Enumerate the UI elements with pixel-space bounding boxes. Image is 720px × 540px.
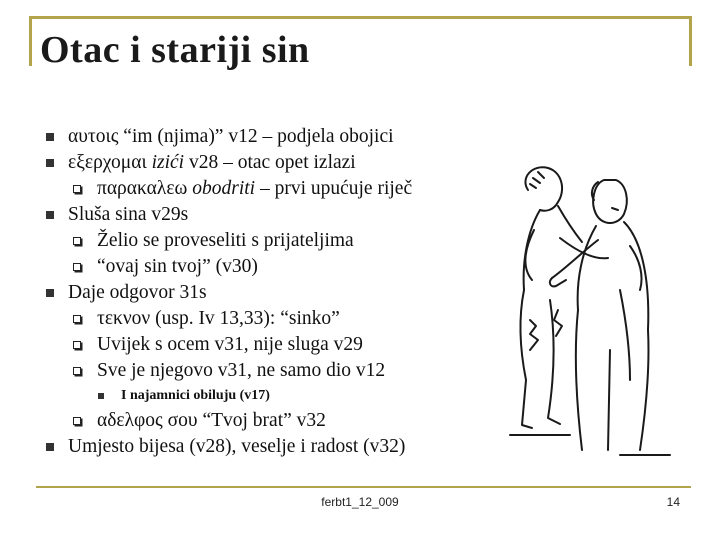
bullet-marker-square: [46, 289, 54, 297]
bullet-marker-square: [46, 159, 54, 167]
bullet-marker-hollow-square: [73, 315, 81, 323]
bullet-text-part: αυτοις “im (njima)” v12 – podjela obojici: [68, 126, 394, 147]
bullet-text-level-1: [68, 435, 405, 459]
bullet-text-part: αδελφος σου “Tvoj brat” v32: [97, 410, 326, 431]
bullet-marker-hollow-square: [73, 263, 81, 271]
bullet-marker-hollow-square: [73, 185, 81, 193]
bullet-text-level-3: [121, 387, 270, 405]
frame-bottom-line: [36, 486, 691, 488]
bullet-text-part: Želio se proveseliti s prijateljima: [97, 230, 354, 251]
bullet-text-part: Daje odgovor 31s: [68, 282, 207, 303]
bullet-text-part: Uvijek s ocem v31, nije sluga v29: [97, 334, 363, 355]
italic-term: obodriti: [192, 178, 256, 199]
bullet-text-level-1: [68, 151, 356, 175]
bullet-marker-hollow-square: [73, 237, 81, 245]
bullet-marker-hollow-square: [73, 367, 81, 375]
bullet-text-part: εξερχομαι: [68, 152, 152, 173]
bullet-text-part: Sve je njegovo v31, ne samo dio v12: [97, 360, 386, 381]
bullet-marker-hollow-square: [73, 341, 81, 349]
bullet-text-part: παρακαλεω: [97, 178, 193, 199]
bullet-text-level-2: [97, 177, 412, 201]
bullet-text-level-2: [97, 333, 363, 357]
bullet-marker-square: [46, 443, 54, 451]
bullet-text-part: Umjesto bijesa (v28), veselje i radost (v32): [68, 436, 406, 457]
father-embracing-son-illustration: [470, 150, 710, 470]
footer-slide-id: ferbt1_12_009: [321, 495, 399, 509]
italic-term: izići: [151, 152, 185, 173]
bullet-text-part: I najamnici obiluju (v17): [121, 388, 270, 403]
page-number: 14: [666, 495, 680, 509]
bullet-text-level-2: [97, 229, 354, 253]
frame-left-line: [29, 16, 32, 66]
bullet-text-level-1: [68, 281, 207, 305]
bullet-text-level-2: [97, 255, 258, 279]
bullet-text-level-2: [97, 307, 340, 331]
bullet-text-level-1: [68, 203, 188, 227]
bullet-text-level-2: [97, 409, 326, 433]
bullet-text-part: v28 – otac opet izlazi: [184, 152, 356, 173]
bullet-text-part: τεκνον (usp. Iv 13,33): “sinko”: [97, 308, 340, 329]
frame-top-line: [29, 16, 692, 19]
slide-title: Otac i stariji sin: [40, 29, 310, 71]
bullet-marker-small-square: [98, 393, 104, 399]
bullet-marker-hollow-square: [73, 417, 81, 425]
bullet-text-part: Sluša sina v29s: [68, 204, 189, 225]
bullet-text-level-1: [68, 125, 394, 149]
bullet-text-level-2: [97, 359, 385, 383]
bullet-marker-square: [46, 211, 54, 219]
bullet-text-part: “ovaj sin tvoj” (v30): [97, 256, 258, 277]
frame-right-line: [689, 16, 692, 66]
bullet-text-part: – prvi upućuje riječ: [255, 178, 413, 199]
bullet-marker-square: [46, 133, 54, 141]
